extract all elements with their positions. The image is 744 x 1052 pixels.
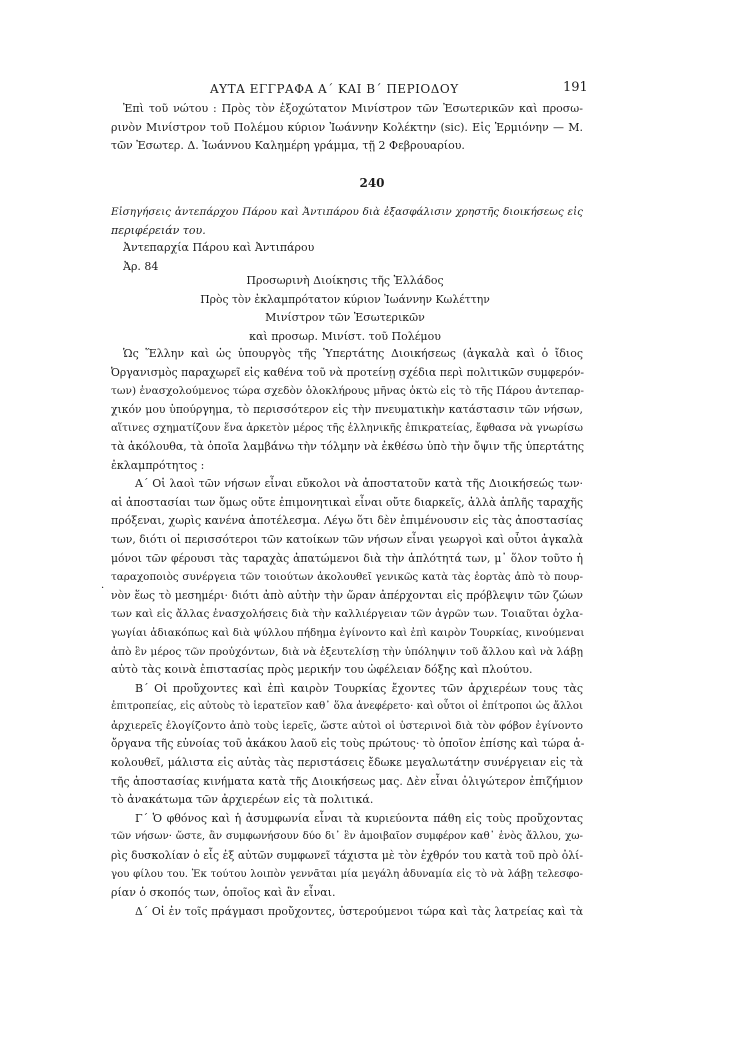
document-sender-block [111, 239, 583, 276]
body-line: τῆς ἀποστασίας κινήματα κατὰ τῆς Διοικήσεως μας. Δὲν εἶναι ὀλιγώτερον ἐπιζήμιον [111, 774, 583, 788]
top-note-line: ρινὸν Μινίστρον τοῦ Πολέμου κύριον Ἰωάννην Κολέκτην (sic). Εἰς Ἑρμιόνην — Μ. [111, 120, 583, 134]
body-line: των, διότι οἱ περισσότεροι τῶν κατοίκων τῶν νήσων εἶναι γεωργοὶ καὶ οὗτοι ἀγκαλὰ [111, 532, 583, 546]
body-line: Δ΄ Οἱ ἐν τοῖς πράγμασι προὔχοντες, ὑστερούμενοι τώρα καὶ τὰς λατρείας καὶ τὰ [135, 904, 583, 918]
body-line: ταραχοποιὸς συνέργεια τῶν τοιούτων ἀκολουθεῖ γενικῶς κατὰ τὰς ἑορτὰς ἀπὸ τὸ πουρ- [111, 571, 583, 584]
body-line: ἐπιτροπείας, εἰς αὐτοὺς τὸ ἱερατεῖον καθ᾽ ὅλα ἀνεφέρετο· καὶ οὗτοι οἱ ἐπίτροποι ὡς ἄλλοι [111, 701, 583, 713]
protocol-number: Ἀρ. 84 [123, 259, 159, 273]
body-line: χικόν μου ὑπούργημα, τὸ περισσότερον εἰς τὴν πνευματικὴν κατάστασιν τῶν νήσων, [111, 402, 583, 416]
body-line: νὸν ἕως τὸ μεσημέρι· διότι ἀπὸ αὐτὴν τὴν ὥραν ἀπέρχονται εἰς πρόβλεψιν τῶν ζώων [111, 588, 583, 602]
address-line: Μινίστρον τῶν Ἐσωτερικῶν [265, 311, 425, 325]
body-line: τὰ ἀκόλουθα, τὰ ὁποῖα λαμβάνω τὴν τόλμην νὰ ἐκθέσω ὑπὸ τὴν ὄψιν τῆς ὑπερτάτης [111, 439, 585, 453]
body-line: κολουθεῖ, μάλιστα εἰς αὐτὰς τὰς περιστάσεις ἔδωκε μεγαλωτάτην συνέργειαν εἰς τὰ [111, 756, 583, 770]
document-body [111, 345, 583, 921]
body-line: γου φίλου του. Ἐκ τούτου λοιπὸν γεννᾶται μία μεγάλη ἀδυναμία εἰς τὸ νὰ λάβῃ τελεσφο- [111, 868, 583, 880]
subject-line: περιφέρειάν του. [111, 223, 206, 237]
running-title: ΑΥΤΑ ΕΓΓΡΑΦΑ Α΄ ΚΑΙ Β΄ ΠΕΡΙΟΔΟΥ [210, 82, 459, 96]
body-line: Ὡς Ἕλλην καὶ ὡς ὑπουργὸς τῆς Ὑπερτάτης Διοικήσεως (ἀγκαλὰ καὶ ὁ ἴδιος [123, 347, 583, 360]
body-line: των) ἐνασχολούμενος τώρα σχεδὸν ὁλοκλήρους μῆνας ὀκτὼ εἰς τὸ τῆς Πάρου ἀντεπαρ- [111, 385, 584, 398]
body-line: γωγίαι ἀδιακόπως καὶ διὰ ψύλλου πήδημα ἐγίνοντο καὶ ἐπὶ καιρὸν Τουρκίας, κινούμεναι [111, 626, 585, 639]
body-line: αἱ ἀποστασίαι των ὅμως οὔτε ἐπιμονητικαὶ εἶναι οὔτε διαρκεῖς, ἀλλὰ ἁπλῆς ταραχῆς [111, 495, 583, 509]
body-line: των καὶ εἰς ἄλλας ἐνασχολήσεις διὰ τὴν καλλιέργειαν τῶν ἀγρῶν των. Τοιαῦται ὀχλα- [111, 608, 583, 621]
address-line: Προσωρινὴ Διοίκησις τῆς Ἑλλάδος [246, 274, 444, 287]
document-subject [111, 203, 583, 240]
body-line: μόνοι τῶν φέρουσι τὰς ταραχὰς ἀπατώμενοι διὰ τὴν ἁπλότητά των, μ᾽ ὅλον τοῦτο ἡ [111, 551, 583, 565]
subject-line: Εἰσηγήσεις ἀντεπάρχου Πάρου καὶ Ἀντιπάρου διὰ ἐξασφάλισιν χρηστῆς διοικήσεως εἰς [111, 206, 583, 218]
body-line: ἀπὸ ἓν μέρος τῶν προὐχόντων, διὰ νὰ ἐξευτελίσῃ τὴν ὑπόληψιν τοῦ ἄλλου καὶ νὰ λάβῃ [111, 645, 584, 658]
sender: Ἀντεπαρχία Πάρου καὶ Ἀντιπάρου [123, 241, 315, 254]
body-line: ὄργανα τῆς εὐνοίας τοῦ ἀκάκου λαοῦ εἰς τοὺς πρώτους· τὸ ὁποῖον ἐπίσης καὶ τώρα ἀ- [111, 737, 585, 751]
body-line: τὸ ἀνακάτωμα τῶν ἀρχιερέων εἰς τὰ πολιτικά. [111, 793, 374, 807]
body-line: Α΄ Οἱ λαοὶ τῶν νήσων εἶναι εὔκολοι νὰ ἀποστατοῦν κατὰ τῆς Διοικήσεώς των· [135, 477, 583, 491]
top-note-line: Ἐπὶ τοῦ νώτου : Πρὸς τὸν ἐξοχώτατον Μινίστρον τῶν Ἐσωτερικῶν καὶ προσω- [123, 102, 583, 115]
body-line: πρόξεναι, χωρὶς κανένα ἀποτέλεσμα. Λέγω ὅτι δὲν ἐπιμένουσιν εἰς τὰς ἀποστασίας [111, 514, 583, 528]
body-line: ἐκλαμπρότητος : [111, 458, 205, 472]
body-line: Γ΄ Ὁ φθόνος καὶ ἡ ἀσυμφωνία εἶναι τὰ κυριεύοντα πάθη εἰς τοὺς προὔχοντας [135, 811, 583, 825]
address-block [200, 272, 490, 346]
top-note [111, 100, 583, 156]
document-number: 240 [359, 176, 385, 190]
body-line: τῶν νήσων· ὥστε, ἂν συμφωνήσουν δύο δι᾽ ἓν ἀμοιβαῖον συμφέρον καθ᾽ ἑνὸς ἄλλου, χω- [111, 831, 583, 843]
body-line: αἵτινες σχηματίζουν ἕνα ἀρκετὸν μέρος τῆς ἑλληνικῆς ἐπικρατείας, ἔφθασα νὰ γνωρίσω [111, 422, 583, 435]
address-line: καὶ προσωρ. Μινίστ. τοῦ Πολέμου [249, 329, 441, 343]
body-line: Ὀργανισμὸς παραχωρεῖ εἰς καθένα τοῦ νὰ προτείνῃ σχέδια περὶ πολιτικῶν συμφερόν- [111, 365, 585, 379]
body-line: ἀρχιερεῖς ἐλογίζοντο ἀπὸ τοὺς ἱερεῖς, ὥστε αὐτοὶ οἱ ὑστερινοὶ διὰ τὸν φόβον ἐγίνοντο [111, 719, 583, 732]
body-line: αὐτὸ τὰς κοινὰ ἐπιστασίας πρὸς μερικήν του ὠφέλειαν δόξης καὶ πλούτου. [111, 663, 533, 677]
margin-mark: · [101, 583, 105, 594]
address-line: Πρὸς τὸν ἐκλαμπρότατον κύριον Ἰωάννην Κωλέττην [200, 292, 490, 306]
page-number: 191 [563, 80, 588, 95]
body-line: ρίαν ὁ σκοπός των, ὁποῖος καὶ ἂν εἶναι. [111, 886, 336, 900]
body-line: Β΄ Οἱ προὔχοντες καὶ ἐπὶ καιρὸν Τουρκίας ἔχοντες τῶν ἀρχιερέων τους τὰς [135, 681, 583, 695]
body-line: ρὶς δυσκολίαν ὁ εἷς ἐξ αὐτῶν συμφωνεῖ τάχιστα μὲ τὸν ἐχθρόν του κατὰ τοῦ πρὸ ὀλί- [111, 849, 583, 863]
top-note-line: τῶν Ἐσωτερ. Δ. Ἰωάννου Καλημέρη γράμμα, τῇ 2 Φεβρουαρίου. [111, 139, 465, 153]
